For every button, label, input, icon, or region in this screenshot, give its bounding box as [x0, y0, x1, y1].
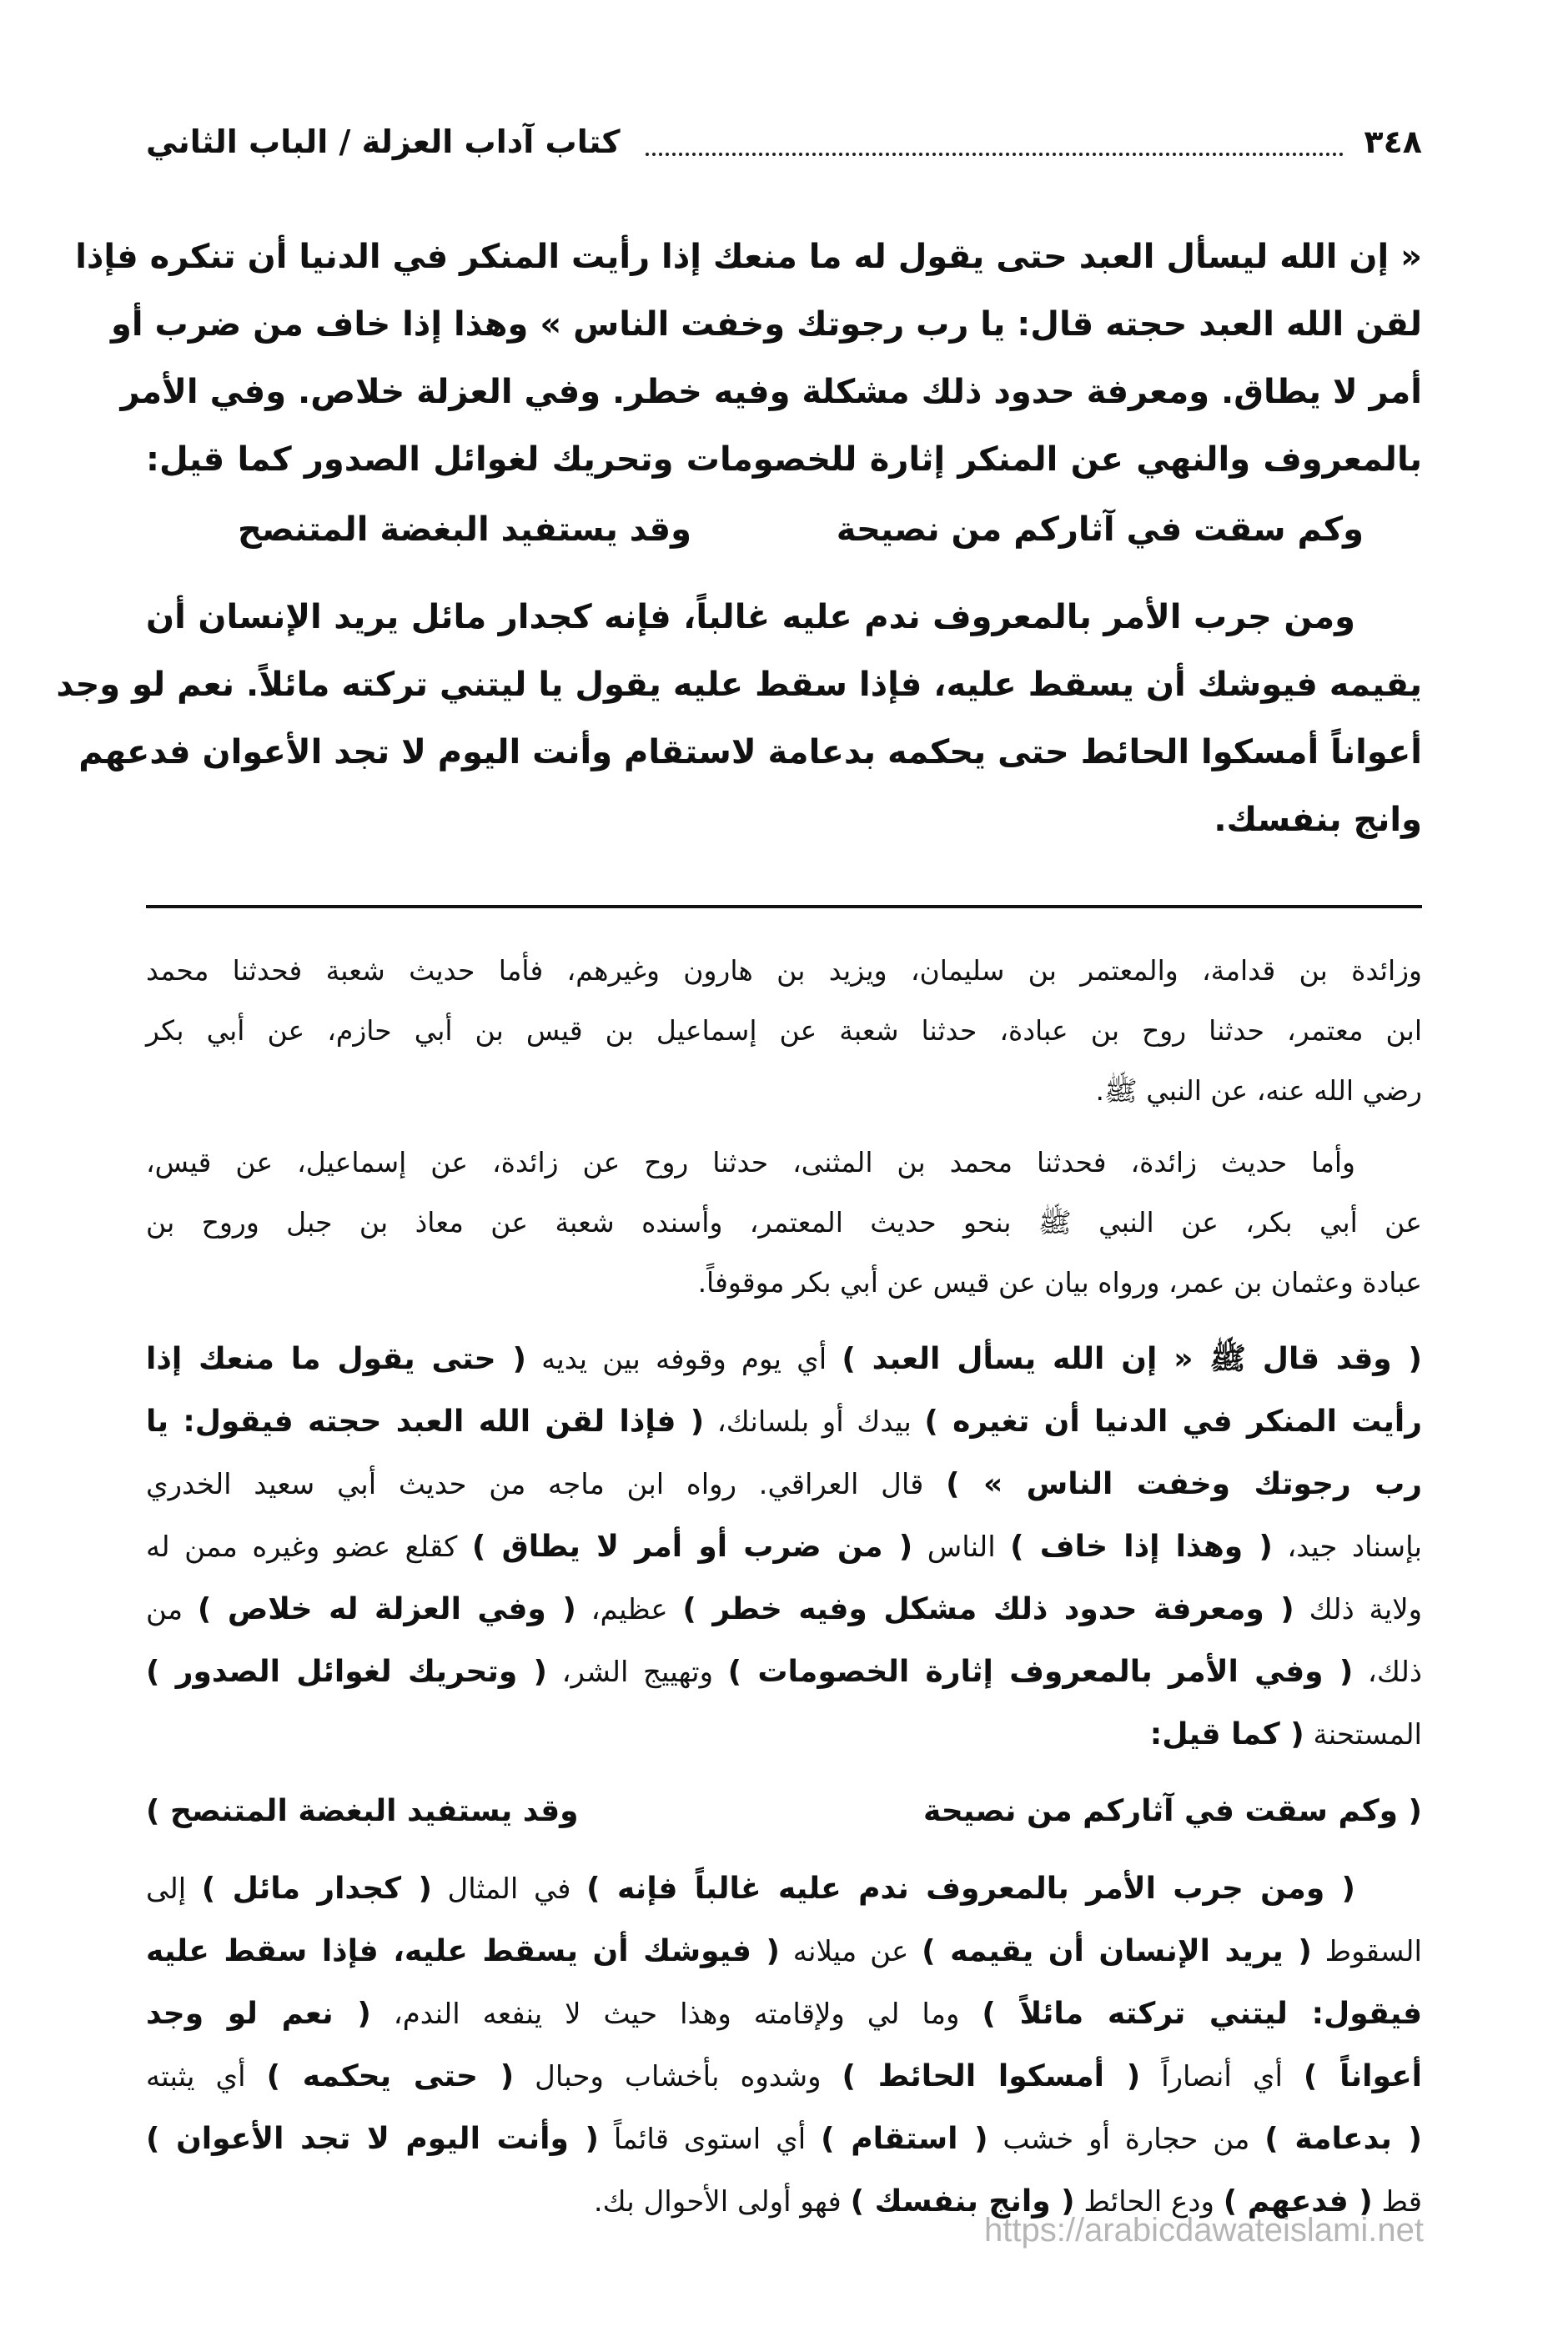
footnotes [146, 941, 1422, 1313]
commentary-text-segment: بإسناد جيد، [1272, 1530, 1422, 1564]
quoted-text-segment: ( وقد قال ﷺ « إن الله يسأل العبد ) [842, 1342, 1423, 1376]
text-line: وانج بنفسك. [1214, 801, 1422, 839]
poem-verse [146, 494, 1422, 565]
footnote-line: عبادة وعثمان بن عمر، ورواه بيان عن قيس عن أبي بكر موقوفاً. [697, 1266, 1422, 1299]
commentary-text-segment: بيدك أو بلسانك، [704, 1405, 925, 1439]
commentary-text-segment: السقوط [1311, 1935, 1422, 1968]
commentary-text-segment: عظيم، [575, 1593, 683, 1626]
quoted-text-segment: ( وانج بنفسك ) [850, 2184, 1075, 2219]
quoted-text-segment: ( كجدار مائل ) [201, 1872, 432, 1906]
commentary-text-segment: وشدوه بأخشاب وحبال [514, 2060, 842, 2093]
text-line: أمر لا يطاق. ومعرفة حدود ذلك مشكلة وفيه خطر. وفي العزلة خلاص. وفي الأمر [120, 373, 1422, 411]
commentary-line [146, 1453, 1422, 1515]
commentary-text-segment: أي يثبته [146, 2060, 267, 2093]
verse-first-hemistich: وكم سقت في آثاركم من نصيحة [836, 510, 1364, 549]
quoted-text-segment: ( وتحريك لغوائل الصدور ) [146, 1655, 547, 1689]
commentary-text-segment: من حجارة أو خشب [988, 2123, 1265, 2156]
watermark-url: https://arabicdawateislami.net [984, 2212, 1424, 2249]
commentary-text-segment: قال العراقي. رواه ابن ماجه من حديث أبي سعيد الخدري [146, 1468, 947, 1501]
commentary-line [146, 1983, 1422, 2045]
quoted-text-segment: ( كما قيل: [1149, 1717, 1304, 1752]
footnote-line: رضي الله عنه، عن النبي ﷺ. [1095, 1074, 1422, 1107]
text-line: « إن الله ليسأل العبد حتى يقول له ما منعك إذا رأيت المنكر في الدنيا أن تنكره فإذا [75, 238, 1422, 276]
commentary-text-segment: من [146, 1593, 198, 1626]
quoted-text-segment: ( أمسكوا الحائط ) [842, 2059, 1141, 2093]
commentary-text-segment: وما لي ولإقامته وهذا حيث لا ينفعه الندم، [370, 1998, 983, 2031]
quoted-text-segment: ( وفي العزلة له خلاص ) [197, 1592, 576, 1626]
commentary-paragraph [146, 1857, 1422, 2233]
quoted-text-segment: ( فدعهم ) [1223, 2184, 1373, 2219]
quoted-text-segment: ( وأنت اليوم لا تجد الأعوان ) [146, 2122, 599, 2156]
text-line: لقن الله العبد حجته قال: يا رب رجوتك وخفت الناس » وهذا إذا خاف من ضرب أو [111, 305, 1422, 344]
quoted-text-segment: ( حتى يقول ما منعك إذا [146, 1342, 526, 1376]
quoted-text-segment: ( يريد الإنسان أن يقيمه ) [922, 1934, 1312, 1968]
quoted-text-segment: ( استقام ) [821, 2122, 988, 2156]
commentary [146, 1328, 1422, 2233]
commentary-line [146, 1641, 1422, 1703]
commentary-text-segment: كقلع عضو وغيره ممن له [146, 1530, 472, 1564]
commentary-text-segment: وتهييج الشر، [547, 1656, 728, 1689]
text-line: بالمعروف والنهي عن المنكر إثارة للخصومات وتحريك لغوائل الصدور كما قيل: [146, 440, 1422, 479]
quoted-text-segment: ( نعم لو وجد [146, 1997, 371, 2031]
running-header [146, 117, 1422, 167]
commentary-text-segment: عن ميلانه [779, 1935, 922, 1968]
text-line: ومن جرب الأمر بالمعروف ندم عليه غالباً، فإنه كجدار مائل يريد الإنسان أن [146, 598, 1355, 636]
text-line: أعواناً أمسكوا الحائط حتى يحكمه بدعامة لاستقام وأنت اليوم لا تجد الأعوان فدعهم [78, 733, 1422, 771]
commentary-text-segment: أي يوم وقوفه بين يديه [525, 1343, 842, 1376]
footnote-line: وزائدة بن قدامة، والمعتمر بن سليمان، ويزيد بن هارون وغيرهم، فأما حديث شعبة فحدثنا محمد [146, 954, 1422, 987]
footnote-divider [146, 905, 1422, 908]
commentary-text-segment: الناس [912, 1530, 1011, 1564]
commentary-paragraph [146, 1328, 1422, 1766]
commentary-line [146, 1857, 1422, 1920]
quoted-text-segment: ( ومعرفة حدود ذلك مشكل وفيه خطر ) [682, 1592, 1294, 1626]
footnote-line: وأما حديث زائدة، فحدثنا محمد بن المثنى، حدثنا روح عن زائدة، عن إسماعيل، عن قيس، [146, 1146, 1355, 1179]
commentary-text-segment: قط [1372, 2185, 1422, 2219]
commentary-line [146, 2045, 1422, 2108]
quoted-text-segment: ( من ضرب أو أمر لا يطاق ) [471, 1530, 913, 1564]
commentary-line [146, 1920, 1422, 1983]
page-number: ٣٤٨ [1364, 123, 1422, 160]
commentary-verse [146, 1776, 1422, 1847]
commentary-line [146, 1578, 1422, 1641]
quoted-text-segment: ( وهذا إذا خاف ) [1010, 1530, 1273, 1564]
quoted-text-segment: رأيت المنكر في الدنيا أن تغيره ) [924, 1405, 1422, 1439]
quoted-text-segment: ( فيوشك أن يسقط عليه، فإذا سقط عليه [146, 1934, 780, 1968]
commentary-text-segment: أي أنصاراً [1140, 2060, 1304, 2093]
commentary-text-segment: ولاية ذلك [1294, 1593, 1423, 1626]
verse-first-hemistich: ( وكم سقت في آثاركم من نصيحة [922, 1794, 1422, 1828]
quoted-text-segment: ( فإذا لقن الله العبد حجته فيقول: يا [146, 1405, 705, 1439]
running-title: كتاب آداب العزلة / الباب الثاني [146, 123, 621, 160]
commentary-text-segment: أي استوى قائماً [598, 2123, 822, 2156]
commentary-text-segment: ودع الحائط [1074, 2185, 1224, 2219]
main-text [56, 224, 1422, 854]
commentary-text-segment: المستحنة [1304, 1718, 1422, 1752]
commentary-text-segment: فهو أولى الأحوال بك. [593, 2185, 851, 2219]
footnote-line: عن أبي بكر، عن النبي ﷺ بنحو حديث المعتمر، وأسنده شعبة عن معاذ بن جبل وروح بن [146, 1206, 1422, 1239]
dotted-leader [646, 128, 1344, 156]
footnote-line: ابن معتمر، حدثنا روح بن عبادة، حدثنا شعبة عن إسماعيل بن قيس بن أبي حازم، عن أبي بكر [146, 1014, 1422, 1047]
quoted-text-segment: فيقول: ليتني تركته مائلاً ) [982, 1997, 1423, 2031]
quoted-text-segment: ( بدعامة ) [1264, 2122, 1422, 2156]
commentary-text-segment: ذلك، [1353, 1656, 1422, 1689]
commentary-line [146, 1390, 1422, 1453]
quoted-text-segment: ( حتى يحكمه ) [266, 2059, 515, 2093]
verse-second-hemistich: وقد يستفيد البغضة المتنصح [238, 510, 691, 549]
commentary-line [146, 1515, 1422, 1578]
quoted-text-segment: ( ومن جرب الأمر بالمعروف ندم عليه غالباً فإنه ) [586, 1872, 1355, 1906]
text-line: يقيمه فيوشك أن يسقط عليه، فإذا سقط عليه يقول يا ليتني تركته مائلاً. نعم لو وجد [56, 666, 1422, 704]
quoted-text-segment: ( وفي الأمر بالمعروف إثارة الخصومات ) [727, 1655, 1354, 1689]
commentary-text-segment: في المثال [431, 1872, 587, 1906]
commentary-line [146, 1703, 1422, 1766]
commentary-line [146, 1328, 1422, 1390]
commentary-line [146, 2108, 1422, 2170]
quoted-text-segment: أعواناً ) [1303, 2059, 1422, 2093]
verse-second-hemistich: وقد يستفيد البغضة المتنصح ) [146, 1794, 579, 1828]
quoted-text-segment: رب رجوتك وخفت الناس » ) [946, 1467, 1423, 1501]
commentary-text-segment: إلى [146, 1872, 202, 1906]
